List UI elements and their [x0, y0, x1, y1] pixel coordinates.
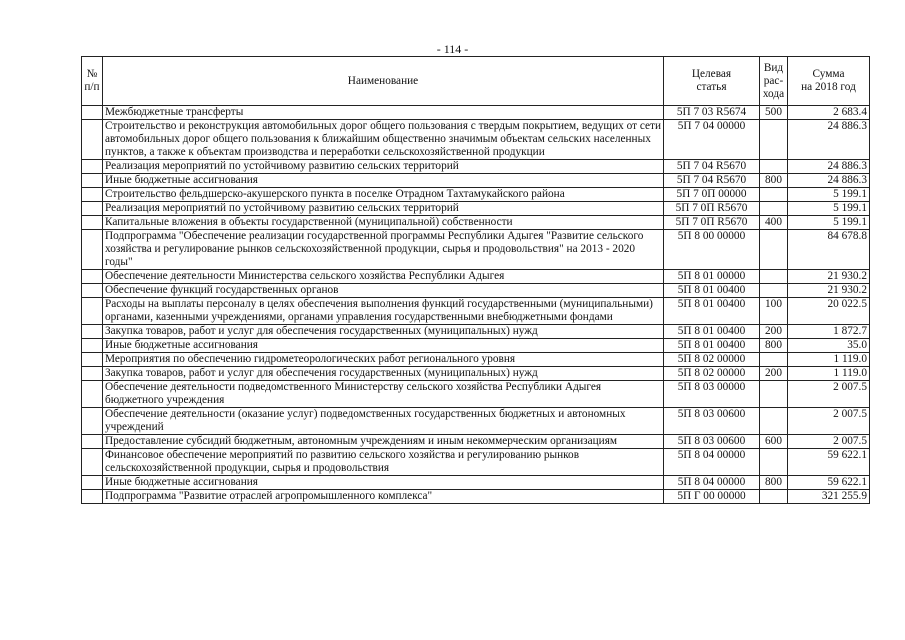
header-vid-label: Вид рас- хода [762, 61, 785, 100]
table-row [82, 367, 870, 381]
row-vid-cell [760, 490, 788, 504]
table-row [82, 270, 870, 284]
row-code-cell: 5П 8 01 00400 [664, 325, 760, 339]
row-name-cell: Обеспечение деятельности (оказание услуг) подведомственных государственных бюджетных и автономных учреждений [103, 408, 664, 435]
row-name-cell: Строительство фельдшерско-акушерского пункта в поселке Отрадном Тахтамукайского района [103, 188, 664, 202]
row-vid-cell [760, 202, 788, 216]
row-num-cell [82, 408, 103, 435]
row-vid-cell [760, 188, 788, 202]
row-name-cell: Реализация мероприятий по устойчивому развитию сельских территорий [103, 160, 664, 174]
row-sum-cell: 21 930.2 [788, 270, 870, 284]
row-sum-cell: 84 678.8 [788, 230, 870, 270]
table-body [82, 106, 870, 504]
row-vid-cell: 800 [760, 339, 788, 353]
row-name-cell: Обеспечение функций государственных органов [103, 284, 664, 298]
row-name-cell: Подпрограмма "Развитие отраслей агропромышленного комплекса" [103, 490, 664, 504]
row-num-cell [82, 490, 103, 504]
row-sum-cell: 5 199.1 [788, 202, 870, 216]
header-sum-label: Сумма на 2018 год [801, 68, 856, 93]
row-name-cell: Подпрограмма "Обеспечение реализации государственной программы Республики Адыгея "Развитие сельского хозяйства и регулирование рынков сельскохозяйственной продукции, сырья и продовольствия" на 2013 - 2020 годы" [103, 230, 664, 270]
row-sum-cell: 5 199.1 [788, 216, 870, 230]
table-row [82, 188, 870, 202]
table-row [82, 120, 870, 160]
row-name-cell: Закупка товаров, работ и услуг для обеспечения государственных (муниципальных) нужд [103, 367, 664, 381]
row-vid-cell: 200 [760, 325, 788, 339]
row-vid-cell [760, 270, 788, 284]
row-name-cell: Обеспечение деятельности Министерства сельского хозяйства Республики Адыгея [103, 270, 664, 284]
row-num-cell [82, 298, 103, 325]
row-vid-cell: 800 [760, 174, 788, 188]
row-name-cell: Капитальные вложения в объекты государственной (муниципальной) собственности [103, 216, 664, 230]
row-sum-cell: 21 930.2 [788, 284, 870, 298]
row-vid-cell [760, 353, 788, 367]
row-code-cell: 5П 8 03 00000 [664, 381, 760, 408]
row-num-cell [82, 284, 103, 298]
table-row [82, 298, 870, 325]
header-name-label: Наименование [347, 74, 419, 87]
table-row [82, 325, 870, 339]
row-sum-cell: 1 872.7 [788, 325, 870, 339]
header-sum [788, 57, 870, 106]
table-row [82, 353, 870, 367]
row-code-cell: 5П 7 0П R5670 [664, 202, 760, 216]
row-num-cell [82, 449, 103, 476]
row-code-cell: 5П 8 04 00000 [664, 476, 760, 490]
row-sum-cell: 20 022.5 [788, 298, 870, 325]
table-row [82, 174, 870, 188]
row-code-cell: 5П 8 03 00600 [664, 435, 760, 449]
row-code-cell: 5П 8 02 00000 [664, 353, 760, 367]
row-num-cell [82, 339, 103, 353]
row-sum-cell: 2 007.5 [788, 381, 870, 408]
row-name-cell: Финансовое обеспечение мероприятий по развитию сельского хозяйства и регулированию рынков сельскохозяйственной продукции, сырья и продовольствия [103, 449, 664, 476]
table-row [82, 160, 870, 174]
row-code-cell: 5П 8 01 00400 [664, 339, 760, 353]
row-num-cell [82, 188, 103, 202]
row-code-cell: 5П 8 01 00400 [664, 284, 760, 298]
row-sum-cell: 2 007.5 [788, 408, 870, 435]
row-code-cell: 5П 8 01 00000 [664, 270, 760, 284]
row-num-cell [82, 367, 103, 381]
row-num-cell [82, 353, 103, 367]
row-code-cell: 5П 8 04 00000 [664, 449, 760, 476]
row-vid-cell [760, 230, 788, 270]
row-sum-cell: 321 255.9 [788, 490, 870, 504]
row-vid-cell [760, 120, 788, 160]
row-sum-cell: 59 622.1 [788, 449, 870, 476]
row-vid-cell [760, 449, 788, 476]
row-name-cell: Иные бюджетные ассигнования [103, 476, 664, 490]
table-row [82, 202, 870, 216]
row-sum-cell: 5 199.1 [788, 188, 870, 202]
row-code-cell: 5П 8 01 00400 [664, 298, 760, 325]
table-row [82, 284, 870, 298]
row-num-cell [82, 476, 103, 490]
header-vid [760, 57, 788, 106]
row-num-cell [82, 230, 103, 270]
table-row [82, 106, 870, 120]
row-code-cell: 5П 7 03 R5674 [664, 106, 760, 120]
header-name [103, 57, 664, 106]
row-sum-cell: 59 622.1 [788, 476, 870, 490]
row-num-cell [82, 120, 103, 160]
row-name-cell: Строительство и реконструкция автомобильных дорог общего пользования с твердым покрытием, ведущих от сети автомобильных дорог общего пользования к ближайшим общественно значимым объектам сельских населенных пунктов, а также к объектам производства и переработки сельскохозяйственной продукции [103, 120, 664, 160]
row-num-cell [82, 106, 103, 120]
row-vid-cell: 600 [760, 435, 788, 449]
row-sum-cell: 35.0 [788, 339, 870, 353]
row-name-cell: Обеспечение деятельности подведомственного Министерству сельского хозяйства Республики Адыгея бюджетного учреждения [103, 381, 664, 408]
table-row [82, 339, 870, 353]
row-name-cell: Предоставление субсидий бюджетным, автономным учреждениям и иным некоммерческим организациям [103, 435, 664, 449]
row-sum-cell: 2 007.5 [788, 435, 870, 449]
row-sum-cell: 2 683.4 [788, 106, 870, 120]
row-name-cell: Закупка товаров, работ и услуг для обеспечения государственных (муниципальных) нужд [103, 325, 664, 339]
row-sum-cell: 24 886.3 [788, 174, 870, 188]
table-row [82, 435, 870, 449]
row-num-cell [82, 435, 103, 449]
row-vid-cell [760, 284, 788, 298]
row-code-cell: 5П Г 00 00000 [664, 490, 760, 504]
row-name-cell: Расходы на выплаты персоналу в целях обеспечения выполнения функций государственными (муниципальными) органами, казенными учреждениями, органами управления государственными внебюджетными фондами [103, 298, 664, 325]
table-row [82, 476, 870, 490]
table-row [82, 490, 870, 504]
row-num-cell [82, 202, 103, 216]
table-row [82, 230, 870, 270]
table-row [82, 408, 870, 435]
row-num-cell [82, 216, 103, 230]
page-number: - 114 - [436, 42, 469, 56]
row-num-cell [82, 160, 103, 174]
table-row [82, 381, 870, 408]
row-num-cell [82, 174, 103, 188]
header-code [664, 57, 760, 106]
table-header-row [82, 57, 870, 106]
row-vid-cell [760, 160, 788, 174]
row-sum-cell: 24 886.3 [788, 160, 870, 174]
row-code-cell: 5П 7 04 R5670 [664, 160, 760, 174]
row-code-cell: 5П 8 02 00000 [664, 367, 760, 381]
row-code-cell: 5П 7 04 00000 [664, 120, 760, 160]
row-vid-cell [760, 381, 788, 408]
row-name-cell: Мероприятия по обеспечению гидрометеорологических работ регионального уровня [103, 353, 664, 367]
row-vid-cell: 100 [760, 298, 788, 325]
row-num-cell [82, 270, 103, 284]
row-name-cell: Реализация мероприятий по устойчивому развитию сельских территорий [103, 202, 664, 216]
table-row [82, 216, 870, 230]
row-code-cell: 5П 7 0П 00000 [664, 188, 760, 202]
row-name-cell: Иные бюджетные ассигнования [103, 174, 664, 188]
row-code-cell: 5П 7 04 R5670 [664, 174, 760, 188]
budget-table [81, 56, 870, 504]
row-vid-cell: 800 [760, 476, 788, 490]
row-num-cell [82, 381, 103, 408]
row-vid-cell: 500 [760, 106, 788, 120]
header-num [82, 57, 103, 106]
row-sum-cell: 1 119.0 [788, 353, 870, 367]
header-code-label: Целевая статья [691, 68, 732, 93]
row-vid-cell: 200 [760, 367, 788, 381]
header-num-label: № п/п [84, 68, 100, 93]
row-name-cell: Иные бюджетные ассигнования [103, 339, 664, 353]
row-vid-cell: 400 [760, 216, 788, 230]
row-code-cell: 5П 8 00 00000 [664, 230, 760, 270]
table-row [82, 449, 870, 476]
row-sum-cell: 1 119.0 [788, 367, 870, 381]
row-code-cell: 5П 8 03 00600 [664, 408, 760, 435]
row-name-cell: Межбюджетные трансферты [103, 106, 664, 120]
row-vid-cell [760, 408, 788, 435]
row-num-cell [82, 325, 103, 339]
row-sum-cell: 24 886.3 [788, 120, 870, 160]
row-code-cell: 5П 7 0П R5670 [664, 216, 760, 230]
